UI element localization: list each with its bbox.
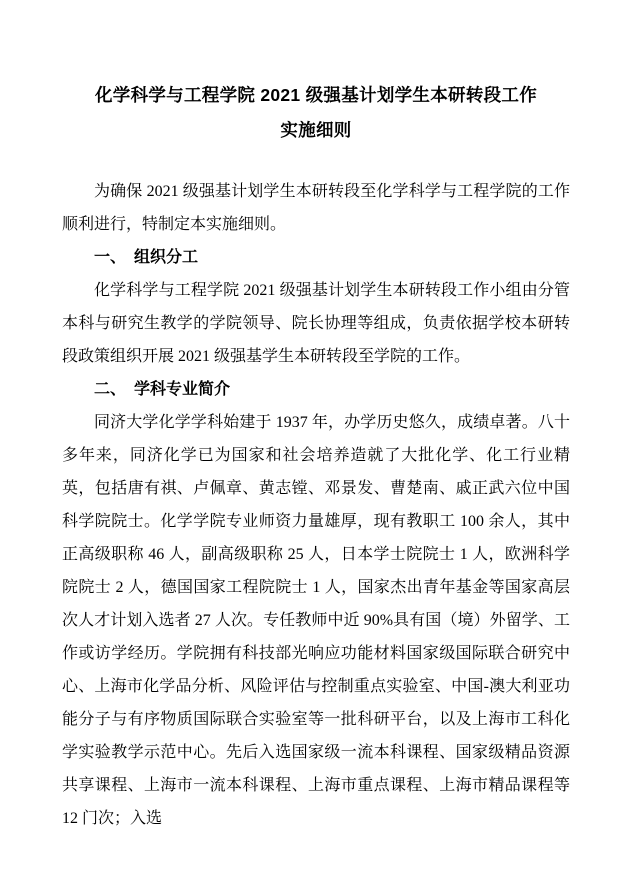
section-heading-discipline-intro: 二、 学科专业简介: [94, 381, 231, 398]
document-body: [62, 175, 570, 835]
document-title-line-1: 化学科学与工程学院 2021 级强基计划学生本研转段工作: [94, 85, 538, 105]
section-heading-organization: 一、 组织分工: [94, 249, 199, 266]
paragraph-organization: 化学科学与工程学院 2021 级强基计划学生本研转段工作小组由分管本科与研究生教学的学院领导、院长协理等组成，负责依据学校本研转段政策组织开展 2021 级强基学生本研转段至学院的工作。: [62, 282, 570, 365]
paragraph-intro: 为确保 2021 级强基计划学生本研转段至化学科学与工程学院的工作顺利进行，特制定本实施细则。: [62, 183, 570, 233]
paragraph-discipline-intro: 同济大学化学学科始建于 1937 年，办学历史悠久，成绩卓著。八十多年来，同济化学已为国家和社会培养造就了大批化学、化工行业精英，包括唐有祺、卢佩章、黄志镗、邓景发、曹楚南、戚正武六位中国科学院院士。化学学院专业师资力量雄厚，现有教职工 100 余人，其中正高级职称 46 人，副高级职称 25 人，日本学士院院士 1 人，欧洲科学院院士 2 人，德国国家工程院院士 1 人，国家杰出青年基金等国家高层次人才计划入选者 27 人次。专任教师中近 90%具有国（境）外留学、工作或访学经历。学院拥有科技部光响应功能材料国家级国际联合研究中心、上海市化学品分析、风险评估与控制重点实验室、中国-澳大利亚功能分子与有序物质国际联合实验室等一批科研平台，以及上海市工科化学实验教学示范中心。先后入选国家级一流本科课程、国家级精品资源共享课程、上海市一流本科课程、上海市重点课程、上海市精品课程等 12 门次；入选: [62, 414, 570, 827]
document-title: [62, 78, 570, 148]
document-title-line-2: 实施细则: [280, 120, 352, 140]
